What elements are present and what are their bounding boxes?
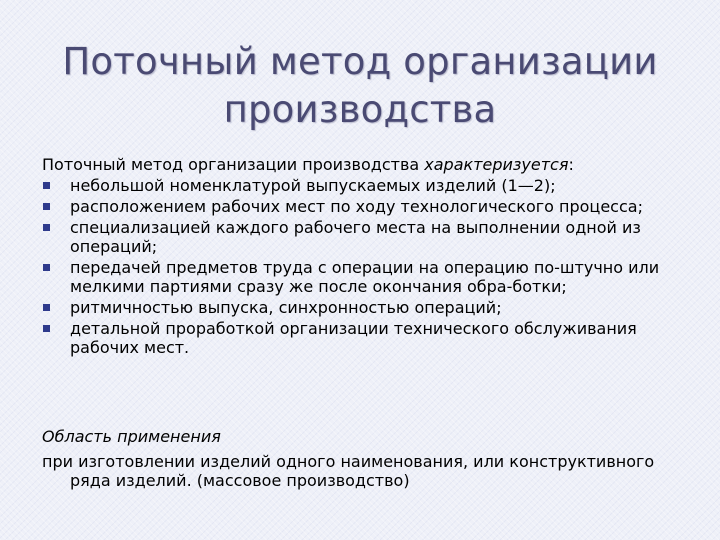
square-bullet-icon [43, 224, 50, 231]
intro-emphasis: характеризуется [424, 155, 569, 174]
square-bullet-icon [43, 304, 50, 311]
bullet-item [42, 176, 682, 195]
bullet-item [42, 218, 682, 256]
bullet-text: детальной проработкой организации технического обслуживания рабочих мест. [70, 319, 637, 357]
square-bullet-icon [43, 182, 50, 189]
intro-colon: : [568, 155, 574, 174]
scope-text: при изготовлении изделий одного наименования, или конструктивного ряда изделий. (массовое производство) [42, 452, 655, 490]
intro-text: Поточный метод организации производства [42, 155, 425, 174]
bullet-item [42, 258, 682, 296]
slide-content [42, 155, 682, 359]
bullet-list [42, 176, 682, 357]
bullet-item [42, 319, 682, 357]
bullet-text: расположением рабочих мест по ходу технологического процесса; [70, 197, 643, 216]
bullet-text: специализацией каждого рабочего места на выполнении одной из операций; [70, 218, 641, 256]
square-bullet-icon [43, 203, 50, 210]
bullet-text: передачей предметов труда с операции на операцию по-штучно или мелкими партиями сразу же после окончания обра-ботки; [70, 258, 660, 296]
scope-heading: Область применения [42, 427, 221, 446]
intro-line [42, 155, 682, 174]
bullet-text: небольшой номенклатурой выпускаемых изделий (1—2); [70, 176, 556, 195]
square-bullet-icon [43, 325, 50, 332]
slide-title: Поточный метод организации производства [62, 40, 658, 131]
bullet-item [42, 298, 682, 317]
square-bullet-icon [43, 264, 50, 271]
bullet-text: ритмичностью выпуска, синхронностью операций; [70, 298, 502, 317]
bullet-item [42, 197, 682, 216]
